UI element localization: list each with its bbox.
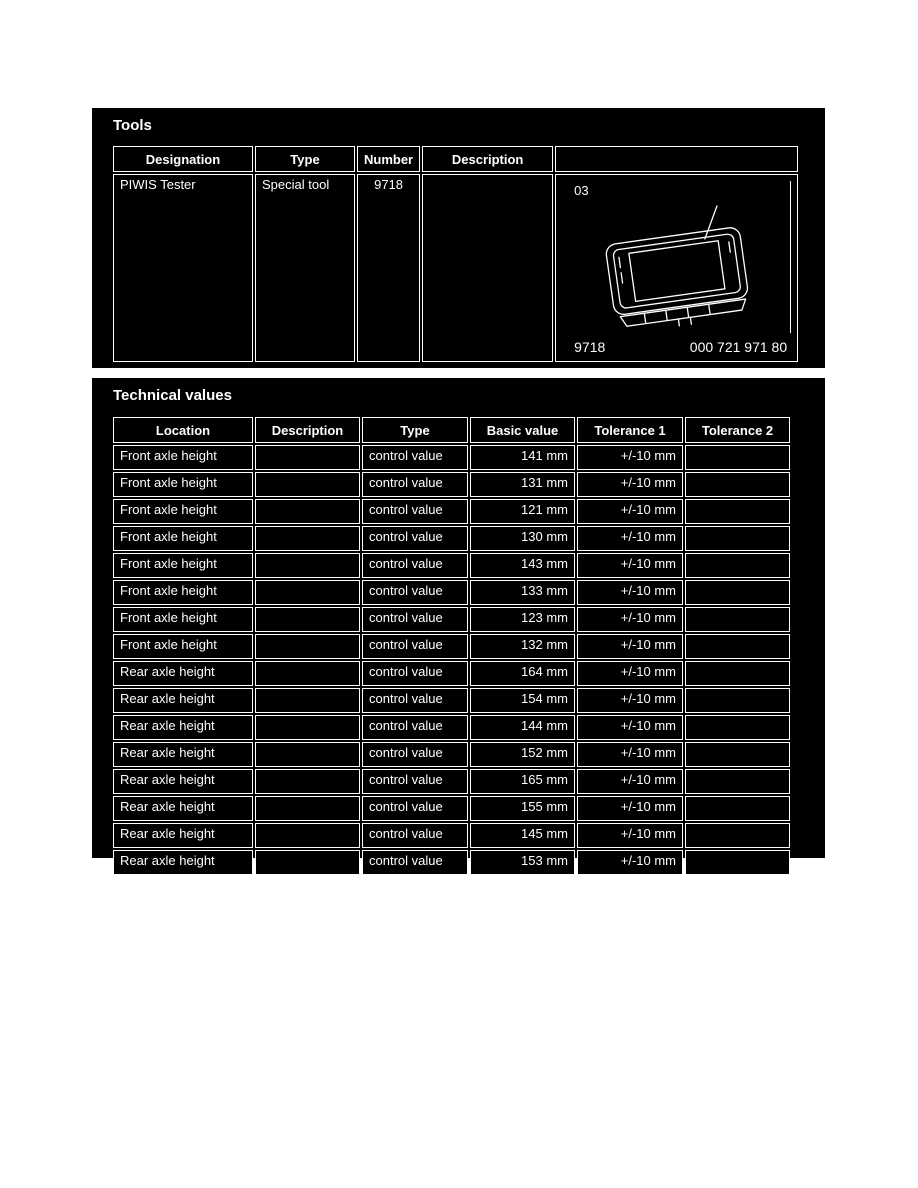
description-cell: [255, 445, 360, 470]
type-cell: control value: [362, 823, 468, 848]
technical-values-title: Technical values: [113, 387, 232, 404]
technical-values-body: [113, 445, 790, 875]
location-cell: Front axle height: [113, 499, 253, 524]
tolerance-1-cell: +/-10 mm: [577, 796, 683, 821]
tolerance-1-cell: +/-10 mm: [577, 688, 683, 713]
table-row: [113, 553, 790, 578]
tolerance-2-cell: [685, 580, 790, 605]
basic-value-cell: 145 mm: [470, 823, 575, 848]
location-cell: Front axle height: [113, 445, 253, 470]
description-cell: [255, 661, 360, 686]
location-cell: Front axle height: [113, 580, 253, 605]
figure-right-rule: [790, 181, 791, 333]
tolerance-2-cell: [685, 445, 790, 470]
table-row: [113, 580, 790, 605]
type-cell: control value: [362, 580, 468, 605]
technical-values-table: [111, 415, 792, 877]
tolerance-2-cell: [685, 526, 790, 551]
tolerance-2-cell: [685, 688, 790, 713]
tools-panel: [92, 108, 825, 368]
table-row: [113, 850, 790, 875]
figure-part-number: 9718: [574, 339, 606, 355]
location-cell: Rear axle height: [113, 823, 253, 848]
tolerance-2-cell: [685, 472, 790, 497]
tolerance-2-cell: [685, 850, 790, 875]
tolerance-2-cell: [685, 742, 790, 767]
tech-header-tolerance-1: Tolerance 1: [577, 417, 683, 443]
tolerance-1-cell: +/-10 mm: [577, 715, 683, 740]
tolerance-2-cell: [685, 607, 790, 632]
tolerance-1-cell: +/-10 mm: [577, 607, 683, 632]
tolerance-2-cell: [685, 499, 790, 524]
figure-caption: [574, 339, 787, 355]
table-row: [113, 472, 790, 497]
tech-header-tolerance-2: Tolerance 2: [685, 417, 790, 443]
description-cell: [255, 634, 360, 659]
tolerance-1-cell: +/-10 mm: [577, 445, 683, 470]
type-cell: control value: [362, 850, 468, 875]
location-cell: Front axle height: [113, 607, 253, 632]
description-cell: [255, 580, 360, 605]
type-cell: control value: [362, 742, 468, 767]
tools-header-image: [555, 146, 798, 172]
table-row: [113, 607, 790, 632]
table-row: [113, 823, 790, 848]
type-cell: control value: [362, 553, 468, 578]
tools-header-description: Description: [422, 146, 553, 172]
table-row: [113, 499, 790, 524]
piwis-tester-illustration: [578, 199, 778, 329]
basic-value-cell: 165 mm: [470, 769, 575, 794]
basic-value-cell: 121 mm: [470, 499, 575, 524]
table-row: [113, 526, 790, 551]
tolerance-2-cell: [685, 715, 790, 740]
tools-data-row: [113, 174, 798, 362]
location-cell: Rear axle height: [113, 742, 253, 767]
description-cell: [255, 526, 360, 551]
tool-number-cell: 9718: [357, 174, 420, 362]
type-cell: control value: [362, 796, 468, 821]
type-cell: control value: [362, 445, 468, 470]
tech-header-location: Location: [113, 417, 253, 443]
table-row: [113, 769, 790, 794]
location-cell: Rear axle height: [113, 850, 253, 875]
location-cell: Rear axle height: [113, 796, 253, 821]
tools-header-type: Type: [255, 146, 355, 172]
location-cell: Rear axle height: [113, 769, 253, 794]
table-row: [113, 445, 790, 470]
location-cell: Front axle height: [113, 526, 253, 551]
tolerance-1-cell: +/-10 mm: [577, 472, 683, 497]
tool-type-cell: Special tool: [255, 174, 355, 362]
description-cell: [255, 688, 360, 713]
tolerance-2-cell: [685, 553, 790, 578]
description-cell: [255, 499, 360, 524]
type-cell: control value: [362, 661, 468, 686]
location-cell: Front axle height: [113, 634, 253, 659]
table-row: [113, 715, 790, 740]
technical-values-header-row: [113, 417, 790, 443]
basic-value-cell: 131 mm: [470, 472, 575, 497]
description-cell: [255, 472, 360, 497]
table-row: [113, 796, 790, 821]
basic-value-cell: 154 mm: [470, 688, 575, 713]
type-cell: control value: [362, 472, 468, 497]
tech-header-basic-value: Basic value: [470, 417, 575, 443]
description-cell: [255, 769, 360, 794]
basic-value-cell: 164 mm: [470, 661, 575, 686]
table-row: [113, 634, 790, 659]
description-cell: [255, 553, 360, 578]
tolerance-1-cell: +/-10 mm: [577, 661, 683, 686]
tools-header-number: Number: [357, 146, 420, 172]
tech-header-type: Type: [362, 417, 468, 443]
type-cell: control value: [362, 526, 468, 551]
description-cell: [255, 796, 360, 821]
tolerance-2-cell: [685, 796, 790, 821]
type-cell: control value: [362, 607, 468, 632]
description-cell: [255, 715, 360, 740]
type-cell: control value: [362, 688, 468, 713]
basic-value-cell: 155 mm: [470, 796, 575, 821]
table-row: [113, 688, 790, 713]
tool-designation-cell: PIWIS Tester: [113, 174, 253, 362]
tolerance-1-cell: +/-10 mm: [577, 499, 683, 524]
tolerance-2-cell: [685, 661, 790, 686]
tools-panel-title: Tools: [113, 117, 152, 134]
tools-header-designation: Designation: [113, 146, 253, 172]
figure-catalog-number: 000 721 971 80: [689, 339, 788, 355]
tolerance-1-cell: +/-10 mm: [577, 742, 683, 767]
tech-header-description: Description: [255, 417, 360, 443]
tolerance-1-cell: +/-10 mm: [577, 769, 683, 794]
tool-image-cell: [555, 174, 798, 362]
tolerance-1-cell: +/-10 mm: [577, 526, 683, 551]
tolerance-2-cell: [685, 634, 790, 659]
basic-value-cell: 153 mm: [470, 850, 575, 875]
basic-value-cell: 133 mm: [470, 580, 575, 605]
description-cell: [255, 607, 360, 632]
tolerance-1-cell: +/-10 mm: [577, 850, 683, 875]
location-cell: Front axle height: [113, 472, 253, 497]
basic-value-cell: 123 mm: [470, 607, 575, 632]
basic-value-cell: 152 mm: [470, 742, 575, 767]
tolerance-1-cell: +/-10 mm: [577, 634, 683, 659]
location-cell: Rear axle height: [113, 688, 253, 713]
description-cell: [255, 823, 360, 848]
description-cell: [255, 742, 360, 767]
tolerance-2-cell: [685, 823, 790, 848]
type-cell: control value: [362, 769, 468, 794]
tools-table: [111, 144, 800, 364]
basic-value-cell: 143 mm: [470, 553, 575, 578]
table-row: [113, 661, 790, 686]
tolerance-1-cell: +/-10 mm: [577, 823, 683, 848]
basic-value-cell: 144 mm: [470, 715, 575, 740]
type-cell: control value: [362, 634, 468, 659]
tools-header-row: [113, 146, 798, 172]
technical-values-panel: [92, 378, 825, 868]
tolerance-1-cell: +/-10 mm: [577, 553, 683, 578]
table-row: [113, 742, 790, 767]
location-cell: Rear axle height: [113, 661, 253, 686]
location-cell: Front axle height: [113, 553, 253, 578]
basic-value-cell: 141 mm: [470, 445, 575, 470]
type-cell: control value: [362, 499, 468, 524]
description-cell: [255, 850, 360, 875]
basic-value-cell: 132 mm: [470, 634, 575, 659]
location-cell: Rear axle height: [113, 715, 253, 740]
tolerance-1-cell: +/-10 mm: [577, 580, 683, 605]
tool-description-cell: [422, 174, 553, 362]
type-cell: control value: [362, 715, 468, 740]
tolerance-2-cell: [685, 769, 790, 794]
basic-value-cell: 130 mm: [470, 526, 575, 551]
figure-corner-label: 03: [574, 183, 589, 198]
